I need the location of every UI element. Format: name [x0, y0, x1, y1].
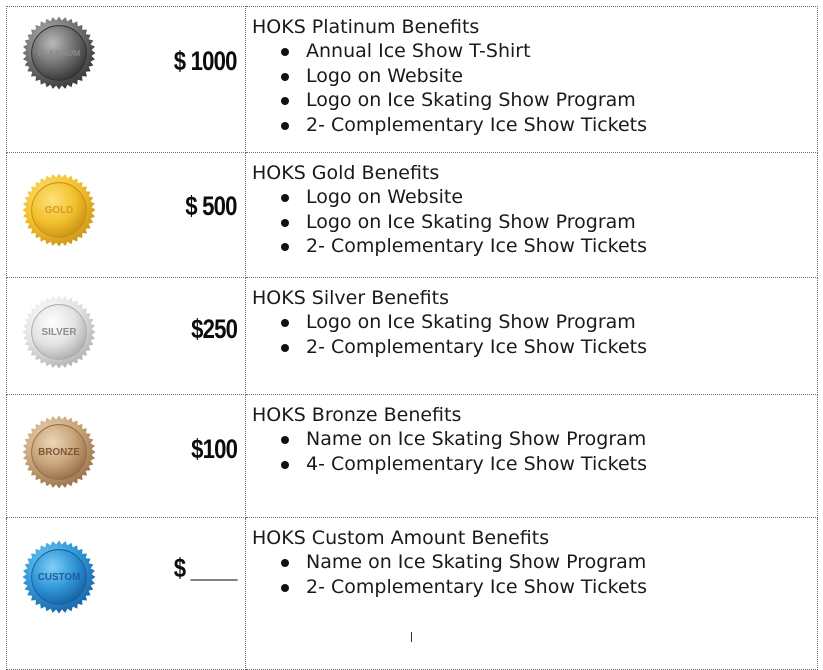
tier-price: $ ____ — [174, 553, 237, 583]
custom-seal-icon — [21, 539, 97, 615]
tier-benefits-cell — [246, 395, 818, 518]
tier-title: HOKS Bronze Benefits — [252, 404, 462, 426]
gold-seal-icon — [21, 172, 97, 248]
platinum-seal-icon — [21, 15, 97, 91]
benefit-item: Name on Ice Skating Show Program — [306, 550, 817, 575]
tier-row-custom — [7, 518, 818, 670]
tier-benefits-cell — [246, 7, 818, 153]
benefit-list — [252, 39, 817, 137]
benefit-item: Logo on Ice Skating Show Program — [306, 88, 817, 113]
benefit-item: 2- Complementary Ice Show Tickets — [306, 335, 817, 360]
tier-title: HOKS Silver Benefits — [252, 287, 449, 309]
tier-badge-cell — [7, 518, 246, 670]
seal-label: CUSTOM — [37, 572, 81, 584]
tier-price: $100 — [191, 434, 237, 464]
benefit-item: 2- Complementary Ice Show Tickets — [306, 575, 817, 600]
tier-row-bronze — [7, 395, 818, 518]
benefit-item: Name on Ice Skating Show Program — [306, 427, 817, 452]
tier-benefits-cell — [246, 518, 818, 670]
tier-row-silver — [7, 278, 818, 395]
tier-row-gold — [7, 153, 818, 278]
tier-price: $ 1000 — [174, 46, 237, 76]
tier-badge-cell — [7, 395, 246, 518]
tier-title: HOKS Gold Benefits — [252, 162, 440, 184]
bronze-seal-icon — [21, 414, 97, 490]
tier-badge-cell — [7, 7, 246, 153]
benefit-list — [252, 185, 817, 259]
tier-benefits-cell — [246, 278, 818, 395]
tier-benefits-cell — [246, 153, 818, 278]
benefit-item: 2- Complementary Ice Show Tickets — [306, 234, 817, 259]
silver-seal-icon — [21, 294, 97, 370]
benefit-list — [252, 550, 817, 599]
benefit-item: 4- Complementary Ice Show Tickets — [306, 452, 817, 477]
tier-badge-cell — [7, 278, 246, 395]
benefit-item: Logo on Website — [306, 185, 817, 210]
seal-label: GOLD — [44, 205, 74, 217]
benefit-item: 2- Complementary Ice Show Tickets — [306, 113, 817, 138]
benefit-list — [252, 427, 817, 476]
benefit-list — [252, 310, 817, 359]
tier-title: HOKS Platinum Benefits — [252, 16, 480, 38]
tier-title: HOKS Custom Amount Benefits — [252, 527, 550, 549]
sponsorship-tier-table — [6, 6, 818, 670]
tier-price: $ 500 — [185, 191, 237, 221]
benefit-item: Logo on Ice Skating Show Program — [306, 210, 817, 235]
tier-row-platinum — [7, 7, 818, 153]
text-cursor — [411, 632, 412, 642]
benefit-item: Logo on Website — [306, 64, 817, 89]
tier-price: $250 — [191, 314, 237, 344]
benefit-item: Annual Ice Show T-Shirt — [306, 39, 817, 64]
tier-badge-cell — [7, 153, 246, 278]
seal-label: SILVER — [41, 327, 77, 339]
seal-label: PLATINUM — [37, 48, 81, 59]
benefit-item: Logo on Ice Skating Show Program — [306, 310, 817, 335]
seal-label: BRONZE — [38, 447, 80, 459]
